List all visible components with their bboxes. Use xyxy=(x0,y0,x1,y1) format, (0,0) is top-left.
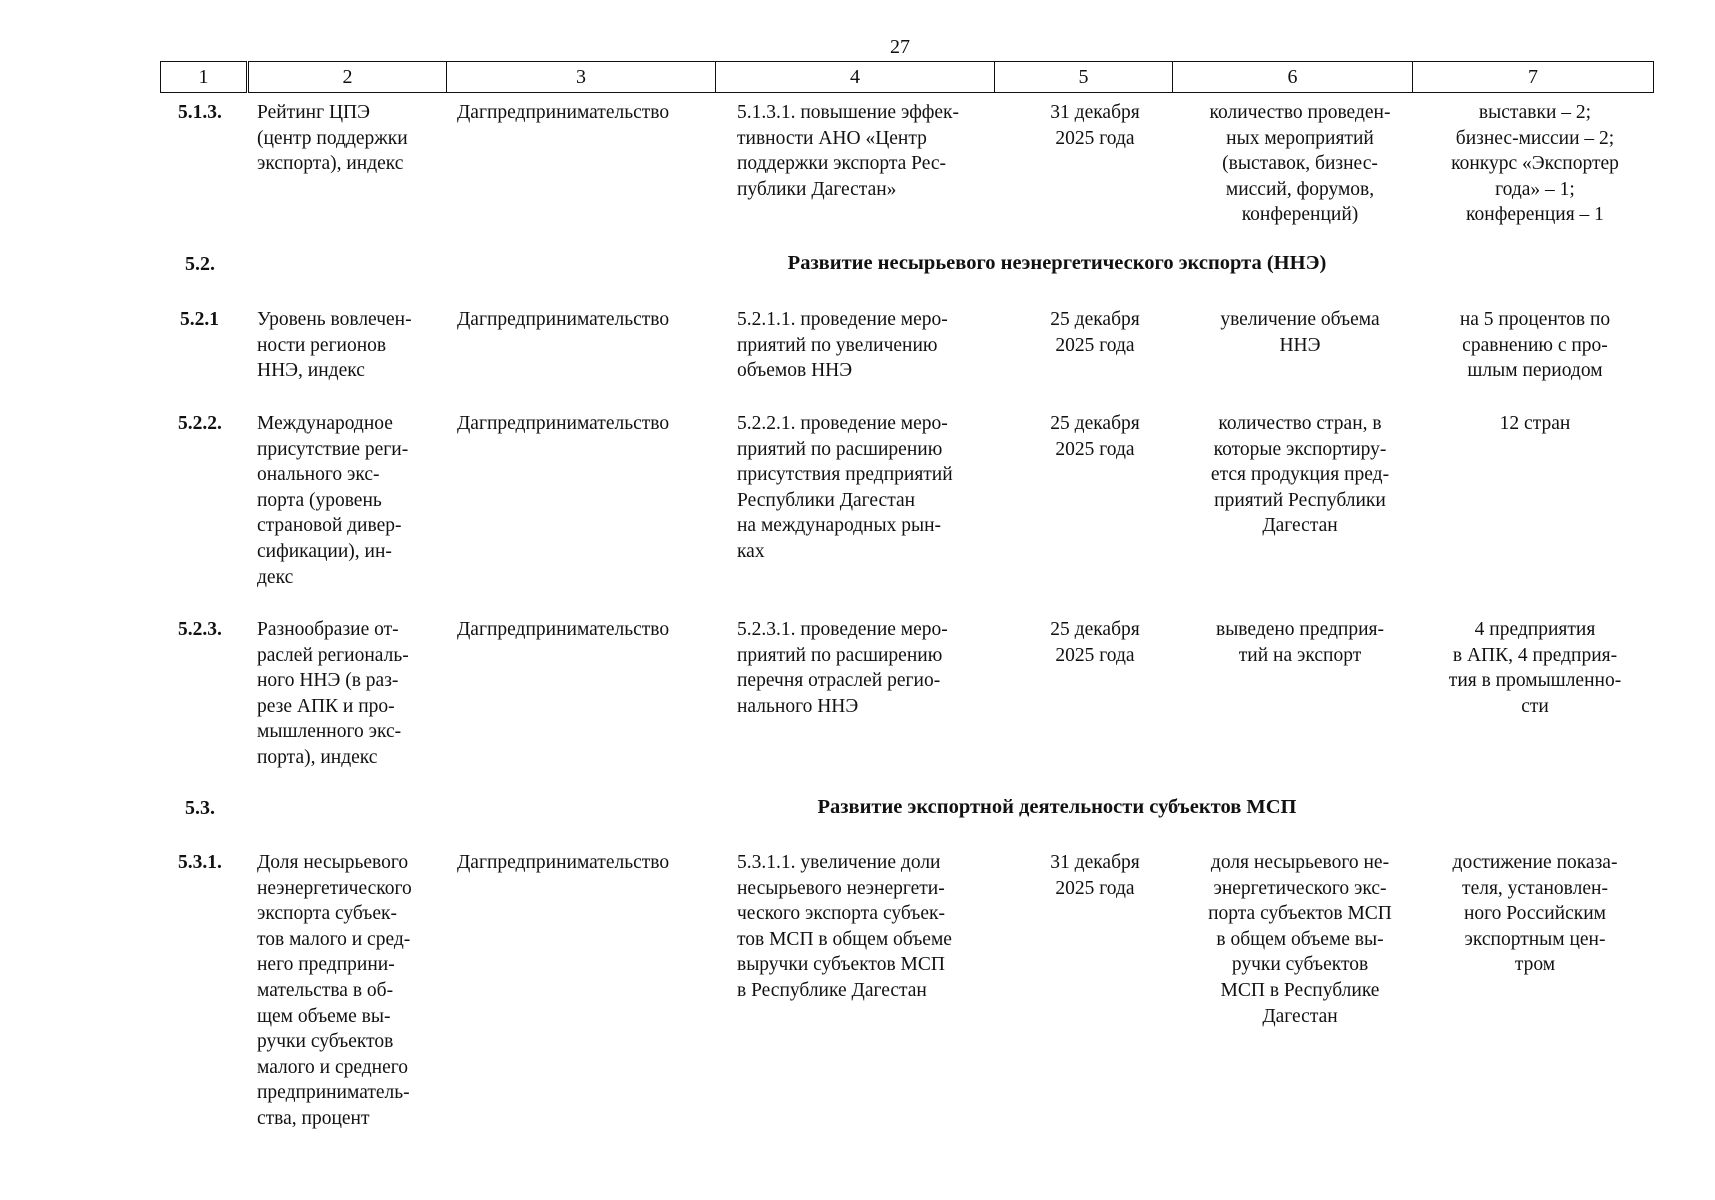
target-cell xyxy=(1420,850,1650,978)
activity-line: публики Дагестан» xyxy=(737,178,897,200)
activity-line: приятий по расширению xyxy=(737,438,943,460)
indicator-line: Доля несырьевого xyxy=(257,852,409,873)
target-line: тром xyxy=(1514,954,1556,976)
column-header-3: 3 xyxy=(447,62,716,93)
indicator-line: раслей региональ- xyxy=(257,644,409,666)
activity-line: в Республике Дагестан xyxy=(737,979,927,1001)
executor-cell: Дагпредпринимательство xyxy=(457,852,670,873)
indicator-line: порта (уровень xyxy=(257,489,382,511)
result-line: ННЭ xyxy=(1279,334,1321,356)
column-header-4: 4 xyxy=(716,62,995,93)
indicator-line: (центр поддержки xyxy=(257,127,408,149)
result-line: Дагестан xyxy=(1262,1005,1338,1027)
result-line: тий на экспорт xyxy=(1238,644,1362,666)
activity-cell xyxy=(737,617,997,719)
activity-line: приятий по увеличению xyxy=(737,334,938,356)
activity-line: ках xyxy=(737,540,765,562)
target-line: в АПК, 4 предприя- xyxy=(1452,644,1618,666)
column-header-7: 7 xyxy=(1413,62,1654,93)
activity-line: присутствия предприятий xyxy=(737,464,953,486)
indicator-line: экспорта субъек- xyxy=(257,903,398,925)
indicator-line: ного ННЭ (в раз- xyxy=(257,670,399,692)
target-line: 12 стран xyxy=(1499,413,1571,434)
deadline-cell xyxy=(1010,307,1180,358)
target-cell xyxy=(1420,100,1650,228)
result-line: конференций) xyxy=(1241,204,1359,226)
activity-line: ческого экспорта субъек- xyxy=(737,903,945,925)
activity-line: 5.3.1.1. увеличение доли xyxy=(737,852,941,873)
executor-cell: Дагпредпринимательство xyxy=(457,102,670,123)
deadline-cell xyxy=(1010,100,1180,151)
target-line: выставки – 2; xyxy=(1478,102,1592,123)
deadline-line: 2025 года xyxy=(1055,334,1135,356)
indicator-cell xyxy=(257,307,436,384)
result-line: ручки субъектов xyxy=(1231,954,1369,976)
row-number: 5.1.3. xyxy=(178,102,222,123)
result-line: ется продукция пред- xyxy=(1210,464,1390,486)
activity-line: перечня отраслей регио- xyxy=(737,670,941,692)
indicator-line: присутствие реги- xyxy=(257,438,409,460)
activity-line: поддержки экспорта Рес- xyxy=(737,153,946,175)
activity-line: объемов ННЭ xyxy=(737,360,853,382)
indicator-line: декс xyxy=(257,566,294,588)
deadline-line: 31 декабря xyxy=(1050,852,1140,873)
deadline-cell xyxy=(1010,850,1180,901)
indicator-line: ННЭ, индекс xyxy=(257,360,365,382)
row-number: 5.2.3. xyxy=(178,619,222,640)
page-number: 27 xyxy=(890,36,910,58)
indicator-line: малого и среднего xyxy=(257,1056,409,1078)
result-cell xyxy=(1185,850,1415,1029)
indicator-line: Уровень вовлечен- xyxy=(257,309,412,330)
result-line: увеличение объема xyxy=(1220,309,1380,330)
target-line: 4 предприятия xyxy=(1474,619,1596,640)
indicator-cell xyxy=(257,850,436,1132)
target-line: тия в промышленно- xyxy=(1448,670,1622,692)
result-line: Дагестан xyxy=(1262,515,1338,537)
indicator-line: ства, процент xyxy=(257,1107,370,1129)
target-cell xyxy=(1420,617,1650,719)
activity-line: приятий по расширению xyxy=(737,644,943,666)
target-line: шлым периодом xyxy=(1467,360,1603,382)
indicator-line: резе АПК и про- xyxy=(257,695,395,717)
indicator-line: ности регионов xyxy=(257,334,387,356)
section-number: 5.2. xyxy=(185,253,215,275)
deadline-line: 2025 года xyxy=(1055,438,1135,460)
activity-line: 5.2.1.1. проведение меро- xyxy=(737,309,948,330)
deadline-line: 25 декабря xyxy=(1050,413,1140,434)
result-cell xyxy=(1185,307,1415,358)
target-line: достижение показа- xyxy=(1452,852,1618,873)
activity-line: тов МСП в общем объеме xyxy=(737,928,952,950)
target-cell xyxy=(1420,307,1650,384)
indicator-line: Международное xyxy=(257,413,393,434)
row-number: 5.3.1. xyxy=(178,852,222,873)
indicator-line: щем объеме вы- xyxy=(257,1005,391,1027)
target-line: теля, установлен- xyxy=(1462,877,1608,899)
deadline-line: 2025 года xyxy=(1055,877,1135,899)
indicator-line: тов малого и сред- xyxy=(257,928,411,950)
activity-line: 5.2.3.1. проведение меро- xyxy=(737,619,948,640)
result-line: миссий, форумов, xyxy=(1225,178,1375,200)
result-line: в общем объеме вы- xyxy=(1216,928,1384,950)
column-header-1: 1 xyxy=(161,62,248,93)
executor-cell: Дагпредпринимательство xyxy=(457,309,670,330)
target-line: экспортным цен- xyxy=(1464,928,1606,950)
activity-cell xyxy=(737,100,997,202)
deadline-line: 2025 года xyxy=(1055,644,1135,666)
activity-line: Республики Дагестан xyxy=(737,489,916,511)
indicator-line: него предприни- xyxy=(257,954,395,976)
executor-cell: Дагпредпринимательство xyxy=(457,413,670,434)
column-header-row xyxy=(161,62,1654,93)
activity-line: выручки субъектов МСП xyxy=(737,954,945,976)
column-header-table xyxy=(160,61,1654,93)
target-line: конференция – 1 xyxy=(1466,204,1604,226)
result-line: порта субъектов МСП xyxy=(1208,903,1392,925)
target-line: на 5 процентов по xyxy=(1459,309,1611,330)
row-number: 5.2.2. xyxy=(178,413,222,434)
indicator-line: предприниматель- xyxy=(257,1082,410,1104)
result-cell xyxy=(1185,411,1415,539)
target-cell xyxy=(1420,411,1650,437)
result-cell xyxy=(1185,617,1415,668)
result-line: которые экспортиру- xyxy=(1213,438,1387,460)
indicator-line: порта), индекс xyxy=(257,746,378,768)
deadline-line: 31 декабря xyxy=(1050,102,1140,123)
indicator-line: сификации), ин- xyxy=(257,540,392,562)
result-line: энергетического экс- xyxy=(1213,877,1387,899)
activity-cell xyxy=(737,411,997,565)
indicator-line: мательства в об- xyxy=(257,979,394,1001)
column-header-2: 2 xyxy=(248,62,447,93)
target-line: года» – 1; xyxy=(1495,178,1575,200)
target-line: сти xyxy=(1521,695,1549,717)
result-line: (выставок, бизнес- xyxy=(1222,153,1378,175)
activity-line: несырьевого неэнергети- xyxy=(737,877,945,899)
indicator-line: неэнергетического xyxy=(257,877,412,899)
deadline-cell xyxy=(1010,411,1180,462)
deadline-cell xyxy=(1010,617,1180,668)
activity-line: 5.2.2.1. проведение меро- xyxy=(737,413,948,434)
indicator-cell xyxy=(257,100,436,177)
target-line: конкурс «Экспортер xyxy=(1451,153,1619,175)
result-line: ных мероприятий xyxy=(1226,127,1374,149)
indicator-line: экспорта), индекс xyxy=(257,153,404,175)
column-header-6: 6 xyxy=(1173,62,1413,93)
target-line: ного Российским xyxy=(1463,903,1606,925)
target-line: сравнению с про- xyxy=(1462,334,1608,356)
activity-cell xyxy=(737,307,997,384)
section-title: Развитие экспортной деятельности субъектов МСП xyxy=(817,796,1297,818)
executor-cell: Дагпредпринимательство xyxy=(457,619,670,640)
result-line: приятий Республики xyxy=(1214,489,1386,511)
indicator-line: страновой дивер- xyxy=(257,515,402,537)
indicator-cell xyxy=(257,617,436,771)
result-line: количество стран, в xyxy=(1218,413,1382,434)
target-line: бизнес-миссии – 2; xyxy=(1455,127,1615,149)
deadline-line: 25 декабря xyxy=(1050,619,1140,640)
result-line: количество проведен- xyxy=(1209,102,1391,123)
section-title: Развитие несырьевого неэнергетического экспорта (ННЭ) xyxy=(787,252,1327,274)
indicator-line: Рейтинг ЦПЭ xyxy=(257,102,370,123)
activity-line: на международных рын- xyxy=(737,515,941,537)
activity-line: тивности АНО «Центр xyxy=(737,127,927,149)
indicator-cell xyxy=(257,411,436,590)
result-line: МСП в Республике xyxy=(1220,979,1380,1001)
indicator-line: онального экс- xyxy=(257,464,380,486)
indicator-line: ручки субъектов xyxy=(257,1031,394,1053)
indicator-line: мышленного экс- xyxy=(257,721,402,743)
activity-cell xyxy=(737,850,997,1004)
deadline-line: 25 декабря xyxy=(1050,309,1140,330)
result-line: доля несырьевого не- xyxy=(1210,852,1390,873)
activity-line: 5.1.3.1. повышение эффек- xyxy=(737,102,959,123)
result-cell xyxy=(1185,100,1415,228)
row-number: 5.2.1 xyxy=(180,309,219,330)
result-line: выведено предприя- xyxy=(1215,619,1385,640)
deadline-line: 2025 года xyxy=(1055,127,1135,149)
activity-line: нального ННЭ xyxy=(737,695,859,717)
section-number: 5.3. xyxy=(185,797,215,819)
column-header-5: 5 xyxy=(995,62,1173,93)
indicator-line: Разнообразие от- xyxy=(257,619,399,640)
